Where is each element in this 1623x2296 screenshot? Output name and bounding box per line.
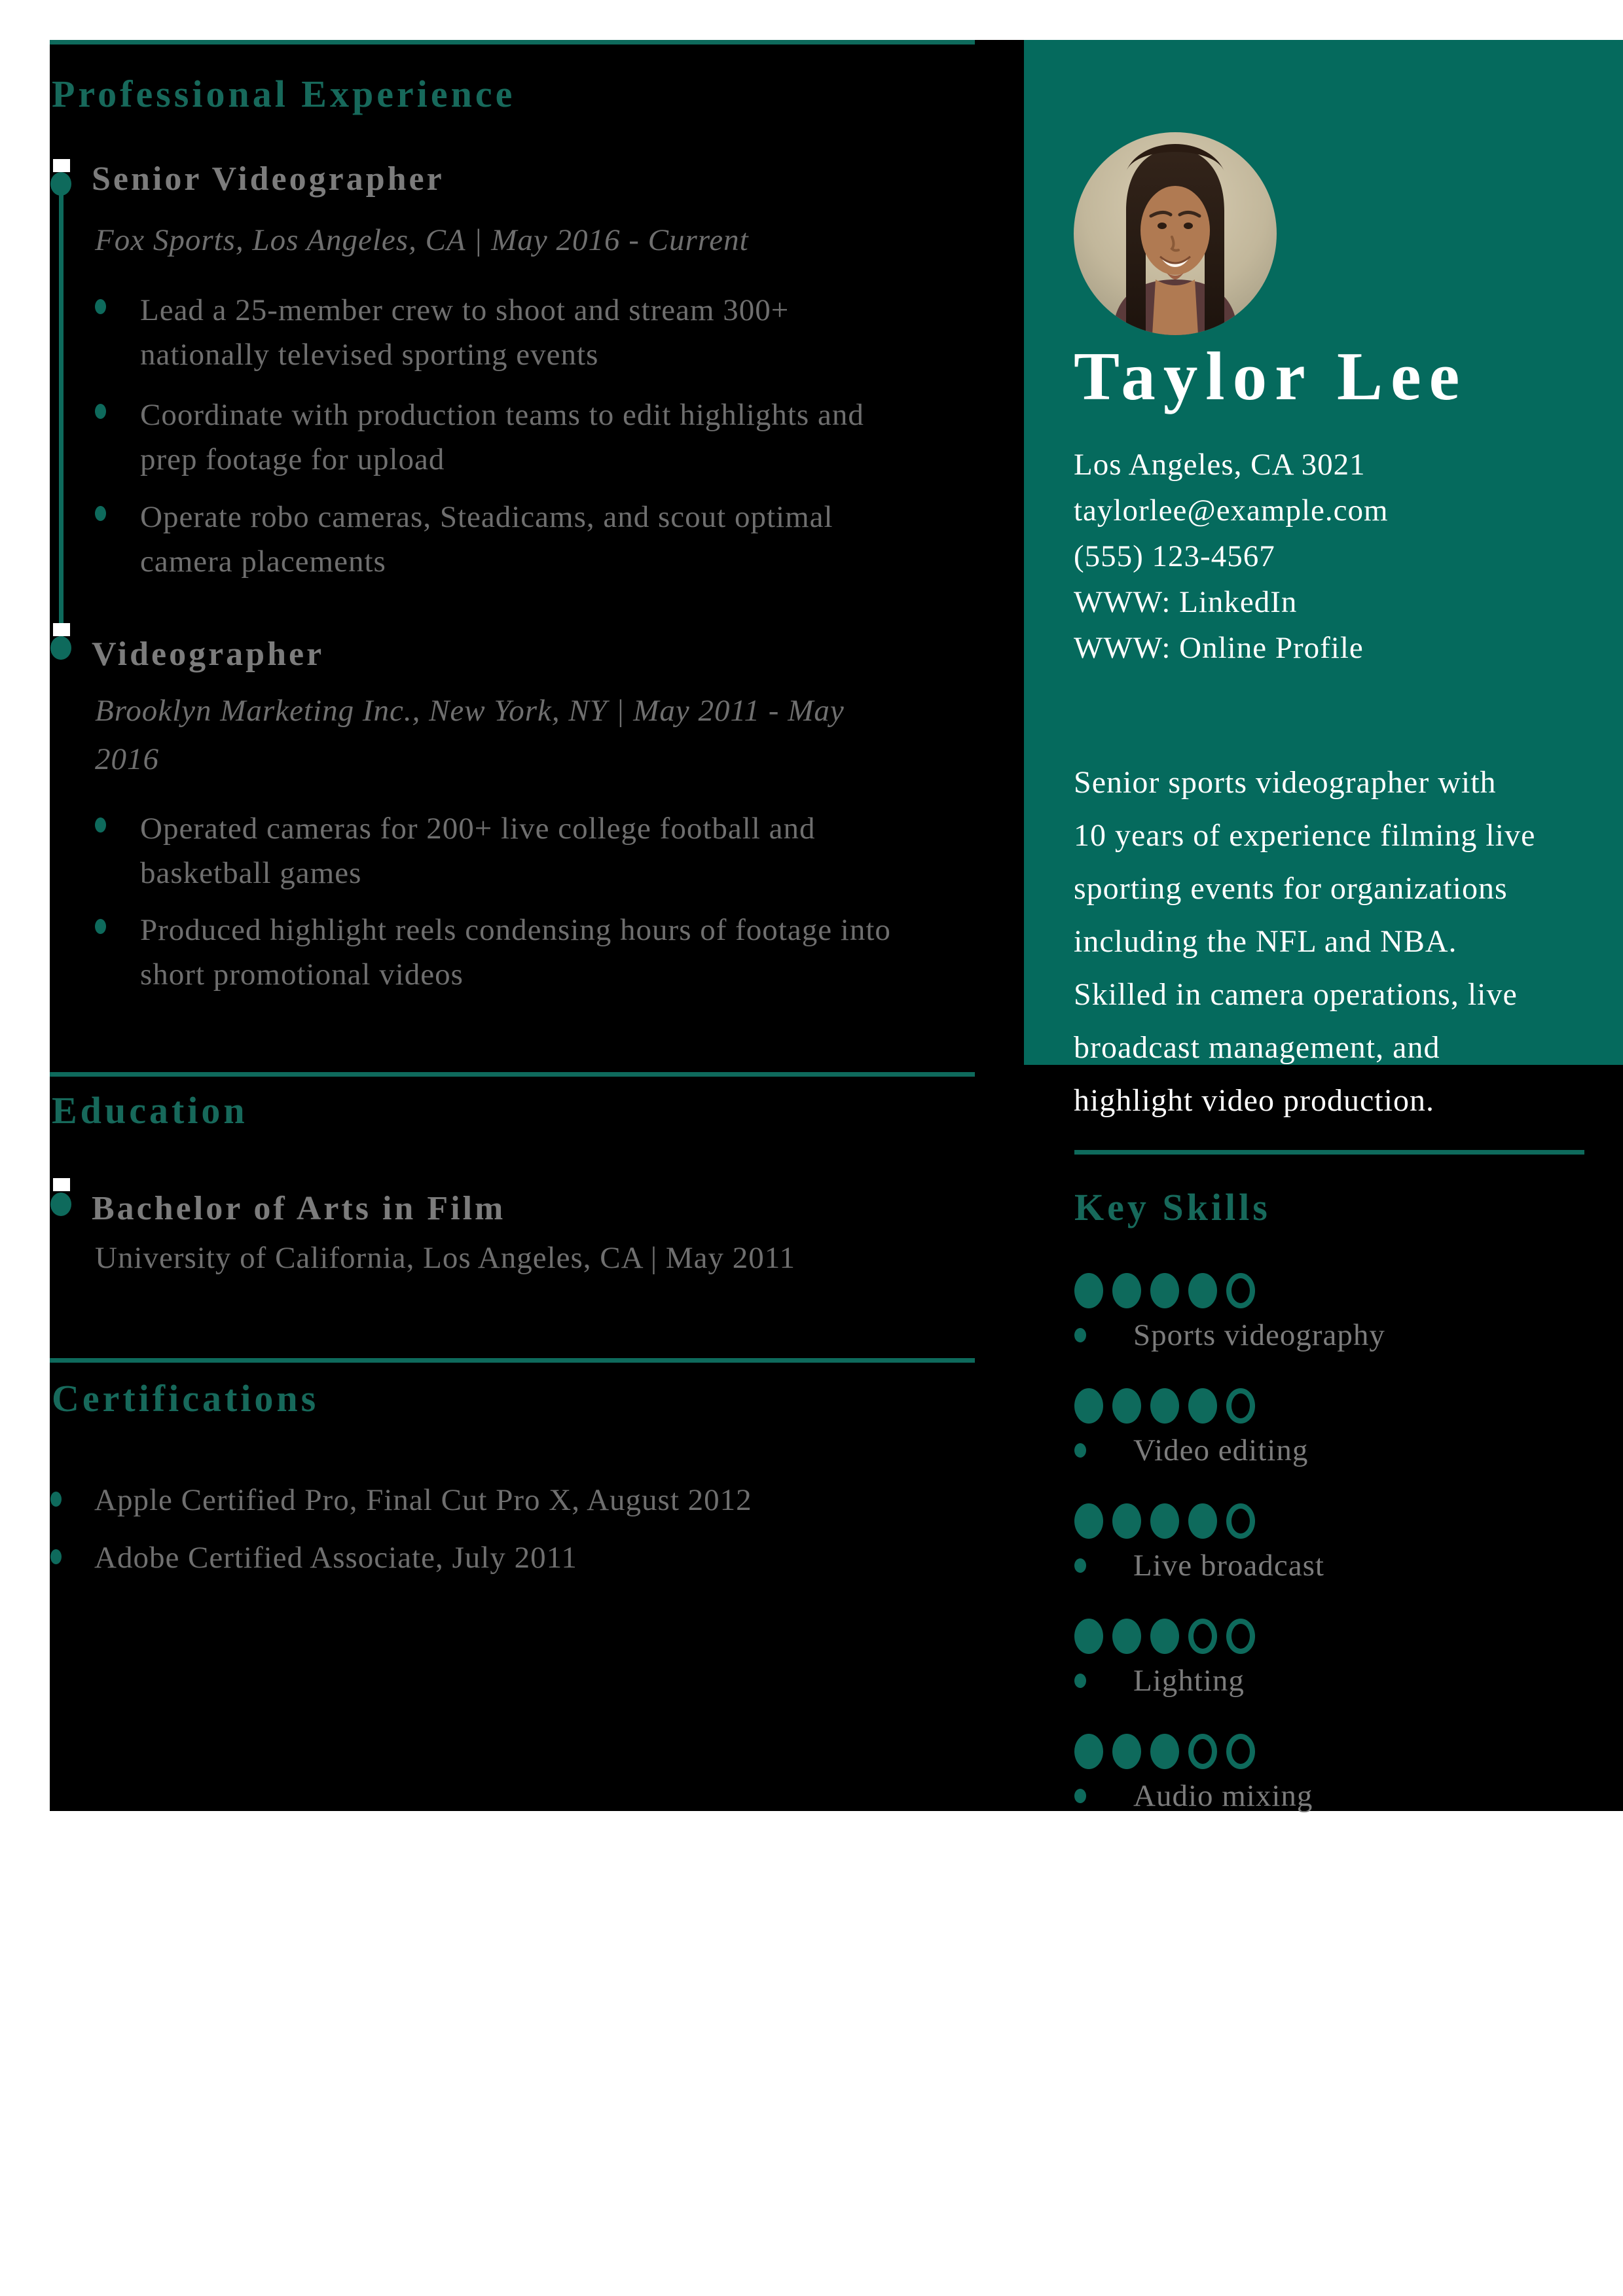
summary-line: Senior sports videographer with bbox=[1074, 765, 1497, 800]
skill-label: Video editing bbox=[1133, 1433, 1309, 1467]
section-heading-experience: Professional Experience bbox=[52, 73, 516, 115]
rating-dot-filled bbox=[1112, 1734, 1141, 1769]
skill-label-row bbox=[1074, 1549, 1598, 1583]
bullet-dot-icon bbox=[95, 404, 106, 419]
bullet-dot-icon bbox=[1074, 1443, 1086, 1458]
rating-dot-filled bbox=[1074, 1273, 1103, 1308]
rating-dot-filled bbox=[1150, 1503, 1179, 1539]
bullet-line: prep footage for upload bbox=[140, 442, 445, 476]
bullet-dot-icon bbox=[50, 1549, 62, 1564]
education-divider-line bbox=[50, 1072, 975, 1077]
experience-bullet bbox=[140, 908, 891, 997]
skill-rating-dots bbox=[1074, 1734, 1598, 1769]
bullet-dot-icon bbox=[95, 919, 106, 934]
rating-dot-filled bbox=[1150, 1388, 1179, 1424]
rating-dot-filled bbox=[1188, 1503, 1217, 1539]
timeline-square-marker bbox=[53, 623, 70, 636]
job-meta bbox=[95, 687, 845, 783]
bullet-dot-icon bbox=[1074, 1558, 1086, 1573]
skill-rating-dots bbox=[1074, 1273, 1598, 1308]
certification-item: Adobe Certified Associate, July 2011 bbox=[94, 1541, 577, 1575]
degree-title: Bachelor of Arts in Film bbox=[92, 1190, 506, 1227]
skill-item bbox=[1074, 1388, 1598, 1467]
summary-line: 10 years of experience filming live bbox=[1074, 818, 1536, 853]
timeline-dot-icon bbox=[50, 172, 71, 196]
rating-dot-empty bbox=[1226, 1388, 1255, 1424]
rating-dot-filled bbox=[1074, 1734, 1103, 1769]
bullet-line: Operated cameras for 200+ live college football and bbox=[140, 812, 816, 846]
skill-item bbox=[1074, 1273, 1598, 1352]
experience-bullet bbox=[140, 288, 789, 377]
bullet-line: Coordinate with production teams to edit highlights and bbox=[140, 398, 864, 432]
skill-item bbox=[1074, 1503, 1598, 1583]
section-heading-certifications: Certifications bbox=[52, 1377, 319, 1420]
summary-line: highlight video production. bbox=[1074, 1083, 1434, 1118]
bullet-line: short promotional videos bbox=[140, 958, 464, 992]
skills-divider-line bbox=[1074, 1150, 1584, 1155]
bullet-line: nationally televised sporting events bbox=[140, 338, 599, 372]
rating-dot-filled bbox=[1112, 1503, 1141, 1539]
rating-dot-empty bbox=[1226, 1619, 1255, 1654]
top-accent-line bbox=[50, 40, 975, 45]
skill-item bbox=[1074, 1734, 1598, 1813]
rating-dot-empty bbox=[1188, 1619, 1217, 1654]
rating-dot-filled bbox=[1112, 1619, 1141, 1654]
person-name: Taylor Lee bbox=[1074, 338, 1468, 414]
job-title: Senior Videographer bbox=[92, 160, 445, 198]
rating-dot-filled bbox=[1112, 1273, 1141, 1308]
rating-dot-empty bbox=[1226, 1503, 1255, 1539]
rating-dot-filled bbox=[1150, 1734, 1179, 1769]
job-meta: Fox Sports, Los Angeles, CA | May 2016 - Current bbox=[95, 223, 749, 257]
professional-summary bbox=[1074, 756, 1535, 1127]
bullet-dot-icon bbox=[95, 506, 106, 521]
contact-online-profile: WWW: Online Profile bbox=[1074, 631, 1364, 665]
timeline-square-marker bbox=[53, 1178, 70, 1191]
rating-dot-empty bbox=[1188, 1734, 1217, 1769]
summary-line: including the NFL and NBA. bbox=[1074, 924, 1457, 959]
skill-rating-dots bbox=[1074, 1619, 1598, 1654]
job-meta-line: Brooklyn Marketing Inc., New York, NY | May 2011 - May bbox=[95, 694, 845, 728]
rating-dot-filled bbox=[1188, 1388, 1217, 1424]
bullet-line: camera placements bbox=[140, 545, 386, 579]
rating-dot-filled bbox=[1188, 1273, 1217, 1308]
rating-dot-filled bbox=[1074, 1388, 1103, 1424]
profile-photo-image bbox=[1074, 132, 1277, 335]
timeline-dot-icon bbox=[50, 636, 71, 660]
skill-label-row bbox=[1074, 1664, 1598, 1698]
timeline-connector-line bbox=[59, 195, 64, 637]
certification-item: Apple Certified Pro, Final Cut Pro X, August 2012 bbox=[94, 1483, 752, 1517]
skill-label-row bbox=[1074, 1318, 1598, 1352]
contact-linkedin: WWW: LinkedIn bbox=[1074, 585, 1298, 619]
certifications-divider-line bbox=[50, 1358, 975, 1363]
bullet-dot-icon bbox=[1074, 1328, 1086, 1342]
profile-photo bbox=[1074, 132, 1277, 335]
skill-label-row bbox=[1074, 1433, 1598, 1467]
skill-rating-dots bbox=[1074, 1503, 1598, 1539]
contact-block bbox=[1074, 442, 1389, 671]
rating-dot-filled bbox=[1074, 1619, 1103, 1654]
rating-dot-empty bbox=[1226, 1273, 1255, 1308]
rating-dot-filled bbox=[1074, 1503, 1103, 1539]
skill-label: Live broadcast bbox=[1133, 1549, 1324, 1583]
bullet-dot-icon bbox=[95, 817, 106, 833]
skill-item bbox=[1074, 1619, 1598, 1698]
bullet-dot-icon bbox=[1074, 1789, 1086, 1803]
experience-bullet bbox=[140, 806, 815, 895]
skill-label: Sports videography bbox=[1133, 1318, 1385, 1352]
section-heading-education: Education bbox=[52, 1089, 248, 1132]
summary-line: Skilled in camera operations, live bbox=[1074, 977, 1518, 1012]
job-title: Videographer bbox=[92, 636, 325, 673]
bullet-dot-icon bbox=[50, 1492, 62, 1507]
bullet-dot-icon bbox=[1074, 1674, 1086, 1688]
contact-phone: (555) 123-4567 bbox=[1074, 539, 1275, 573]
section-heading-key-skills: Key Skills bbox=[1074, 1186, 1271, 1229]
bullet-line: Operate robo cameras, Steadicams, and scout optimal bbox=[140, 500, 833, 534]
experience-bullet bbox=[140, 495, 833, 584]
contact-email: taylorlee@example.com bbox=[1074, 493, 1389, 528]
bullet-line: basketball games bbox=[140, 856, 362, 890]
summary-line: broadcast management, and bbox=[1074, 1030, 1440, 1065]
skill-rating-dots bbox=[1074, 1388, 1598, 1424]
skill-label-row bbox=[1074, 1779, 1598, 1813]
degree-school: University of California, Los Angeles, CA | May 2011 bbox=[95, 1241, 796, 1275]
bullet-line: Lead a 25-member crew to shoot and stream 300+ bbox=[140, 293, 790, 327]
bullet-dot-icon bbox=[95, 299, 106, 314]
skill-label: Audio mixing bbox=[1133, 1779, 1313, 1813]
rating-dot-empty bbox=[1226, 1734, 1255, 1769]
skill-label: Lighting bbox=[1133, 1664, 1245, 1698]
rating-dot-filled bbox=[1150, 1619, 1179, 1654]
summary-line: sporting events for organizations bbox=[1074, 871, 1508, 906]
bullet-line: Produced highlight reels condensing hours of footage into bbox=[140, 913, 891, 947]
timeline-square-marker bbox=[53, 159, 70, 172]
rating-dot-filled bbox=[1150, 1273, 1179, 1308]
job-meta-line: 2016 bbox=[95, 742, 159, 776]
experience-bullet bbox=[140, 393, 864, 482]
timeline-dot-icon bbox=[50, 1193, 71, 1216]
rating-dot-filled bbox=[1112, 1388, 1141, 1424]
contact-location: Los Angeles, CA 3021 bbox=[1074, 448, 1366, 482]
